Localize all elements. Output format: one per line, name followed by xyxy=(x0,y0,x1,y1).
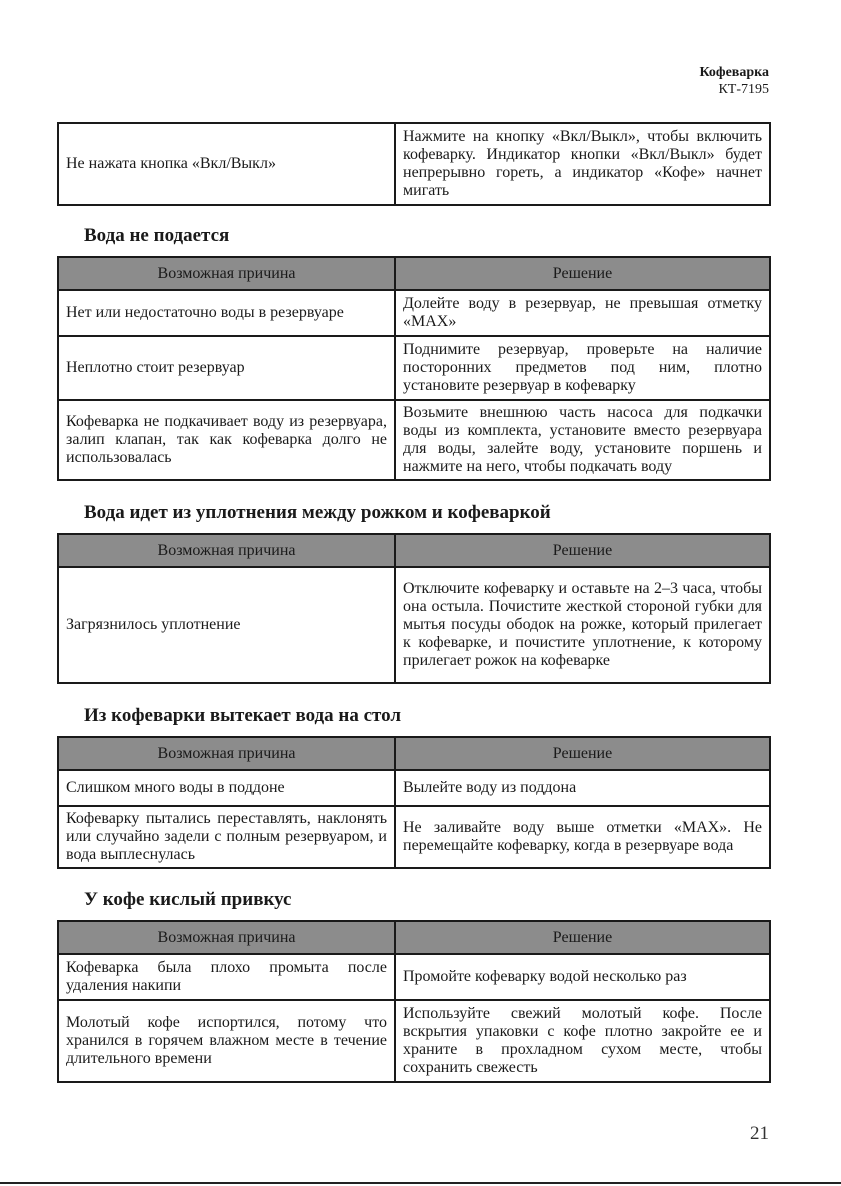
column-header-cause: Возможная причина xyxy=(58,257,395,290)
solution-cell: Поднимите резервуар, проверьте на наличие посторонних предметов под ним, плотно установите резервуар в кофеварку xyxy=(395,336,770,400)
solution-cell: Нажмите на кнопку «Вкл/Выкл», чтобы включить кофеварку. Индикатор кнопки «Вкл/Выкл» будет непрерывно гореть, а индикатор «Кофе» начнет мигать xyxy=(395,123,770,205)
table-header-row xyxy=(58,257,770,290)
cause-cell: Кофеварка не подкачивает воду из резервуара, залип клапан, так как кофеварка долго не использовалась xyxy=(58,400,395,480)
column-header-solution: Решение xyxy=(395,534,770,567)
cause-cell: Слишком много воды в поддоне xyxy=(58,770,395,806)
table-header-row xyxy=(58,737,770,770)
cause-cell: Не нажата кнопка «Вкл/Выкл» xyxy=(58,123,395,205)
table-row xyxy=(58,123,770,205)
intro-table xyxy=(57,122,771,206)
troubleshooting-table xyxy=(57,256,771,481)
column-header-solution: Решение xyxy=(395,921,770,954)
table-row xyxy=(58,770,770,806)
page-number: 21 xyxy=(750,1123,769,1144)
section-title: Вода идет из уплотнения между рожком и кофеваркой xyxy=(84,502,551,523)
table-row xyxy=(58,290,770,336)
cause-cell: Загрязнилось уплотнение xyxy=(58,567,395,683)
column-header-cause: Возможная причина xyxy=(58,921,395,954)
column-header-cause: Возможная причина xyxy=(58,737,395,770)
page-header xyxy=(699,64,769,98)
solution-cell: Долейте воду в резервуар, не превышая отметку «MAX» xyxy=(395,290,770,336)
cause-cell: Кофеварка была плохо промыта после удаления накипи xyxy=(58,954,395,1000)
solution-cell: Вылейте воду из поддона xyxy=(395,770,770,806)
troubleshooting-table xyxy=(57,533,771,684)
table-row xyxy=(58,567,770,683)
troubleshooting-table xyxy=(57,920,771,1083)
table-row xyxy=(58,336,770,400)
cause-cell: Молотый кофе испортился, потому что хранился в горячем влажном месте в течение длительного времени xyxy=(58,1000,395,1082)
cause-cell: Неплотно стоит резервуар xyxy=(58,336,395,400)
solution-cell: Не заливайте воду выше отметки «MAX». Не перемещайте кофеварку, когда в резервуаре вода xyxy=(395,806,770,868)
section-title: Из кофеварки вытекает вода на стол xyxy=(84,705,402,726)
cause-cell: Нет или недостаточно воды в резервуаре xyxy=(58,290,395,336)
solution-cell: Используйте свежий молотый кофе. После вскрытия упаковки с кофе плотно закройте ее и храните в прохладном сухом месте, чтобы сохранить свежесть xyxy=(395,1000,770,1082)
header-model: КТ-7195 xyxy=(718,82,769,97)
troubleshooting-table xyxy=(57,736,771,869)
table-row xyxy=(58,1000,770,1082)
cause-cell: Кофеварку пытались переставлять, наклонять или случайно задели с полным резервуаром, и вода выплеснулась xyxy=(58,806,395,868)
section-title: У кофе кислый привкус xyxy=(84,889,292,910)
column-header-cause: Возможная причина xyxy=(58,534,395,567)
column-header-solution: Решение xyxy=(395,257,770,290)
table-row xyxy=(58,954,770,1000)
section-title: Вода не подается xyxy=(84,225,230,246)
header-brand: Кофеварка xyxy=(699,65,769,80)
table-row xyxy=(58,806,770,868)
solution-cell: Промойте кофеварку водой несколько раз xyxy=(395,954,770,1000)
bottom-divider xyxy=(0,1182,841,1184)
table-header-row xyxy=(58,921,770,954)
table-header-row xyxy=(58,534,770,567)
solution-cell: Отключите кофеварку и оставьте на 2–3 часа, чтобы она остыла. Почистите жесткой стороной губки для мытья посуды ободок на рожке, который прилегает к кофеварке, и почистите уплотнение, к которому прилегает рожок на кофеварке xyxy=(395,567,770,683)
column-header-solution: Решение xyxy=(395,737,770,770)
table-row xyxy=(58,400,770,480)
solution-cell: Возьмите внешнюю часть насоса для подкачки воды из комплекта, установите вместо резервуара для воды, залейте воду, установите поршень и нажмите на него, чтобы подкачать воду xyxy=(395,400,770,480)
